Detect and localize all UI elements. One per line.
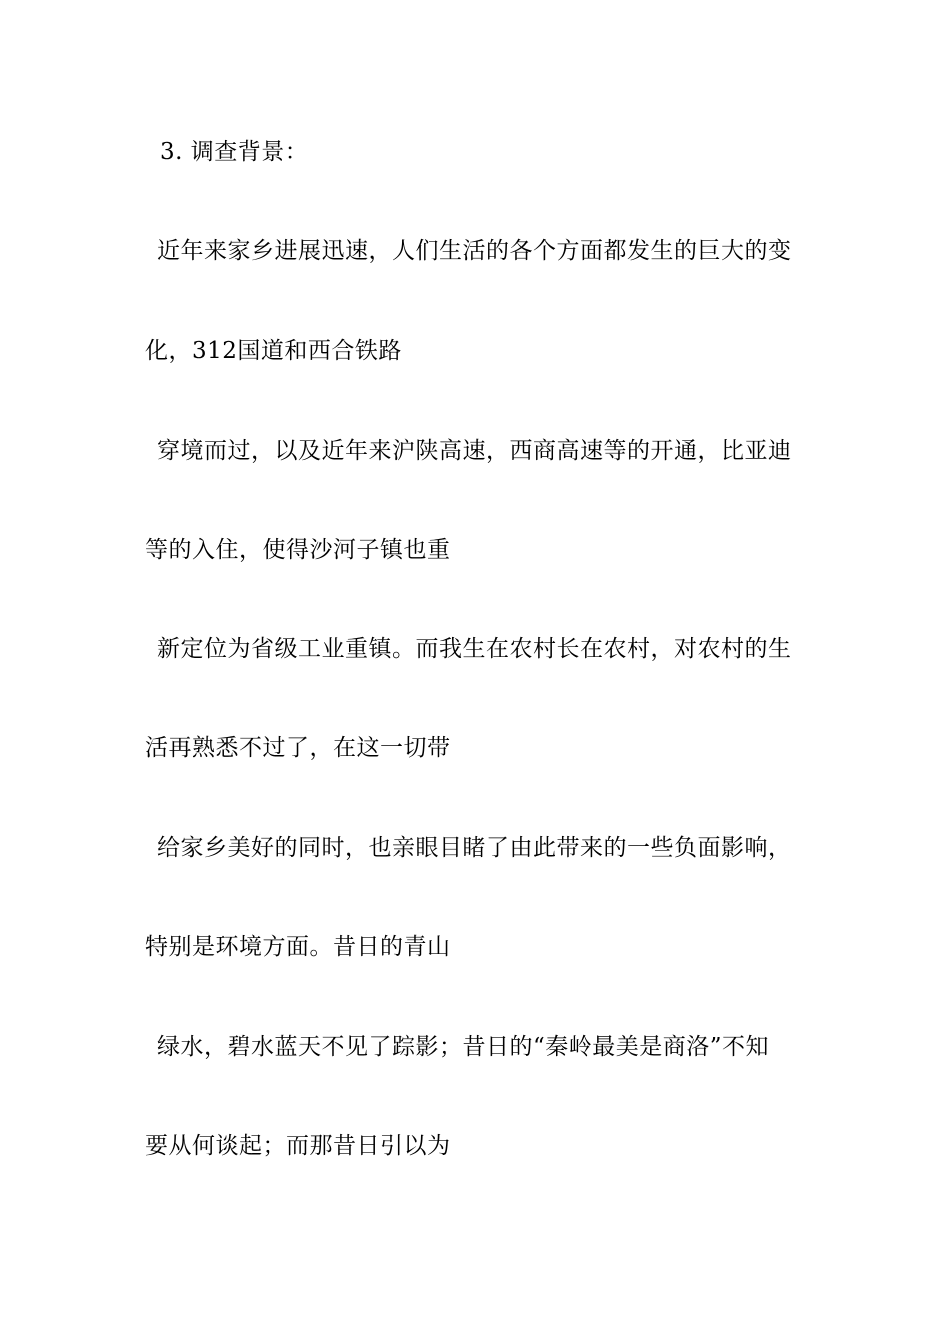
- paragraph-line: 近年来家乡进展迅速，人们生活的各个方面都发生的巨大的变: [157, 238, 792, 264]
- paragraph-line: 新定位为省级工业重镇。而我生在农村长在农村，对农村的生: [157, 636, 792, 662]
- paragraph-line: 化，312国道和西合铁路: [145, 338, 402, 364]
- paragraph-line: 要从何谈起；而那昔日引以为: [145, 1133, 451, 1159]
- paragraph-line: 绿水，碧水蓝天不见了踪影；昔日的“秦岭最美是商洛”不知: [157, 1034, 770, 1060]
- paragraph-line: 等的入住，使得沙河子镇也重: [145, 537, 451, 563]
- paragraph-line: 特别是环境方面。昔日的青山: [145, 934, 451, 960]
- paragraph-line: 给家乡美好的同时，也亲眼目睹了由此带来的一些负面影响，: [157, 835, 792, 861]
- section-heading: 3. 调查背景：: [160, 139, 309, 165]
- paragraph-line: 活再熟悉不过了，在这一切带: [145, 735, 451, 761]
- paragraph-line: 穿境而过，以及近年来沪陕高速，西商高速等的开通，比亚迪: [157, 438, 792, 464]
